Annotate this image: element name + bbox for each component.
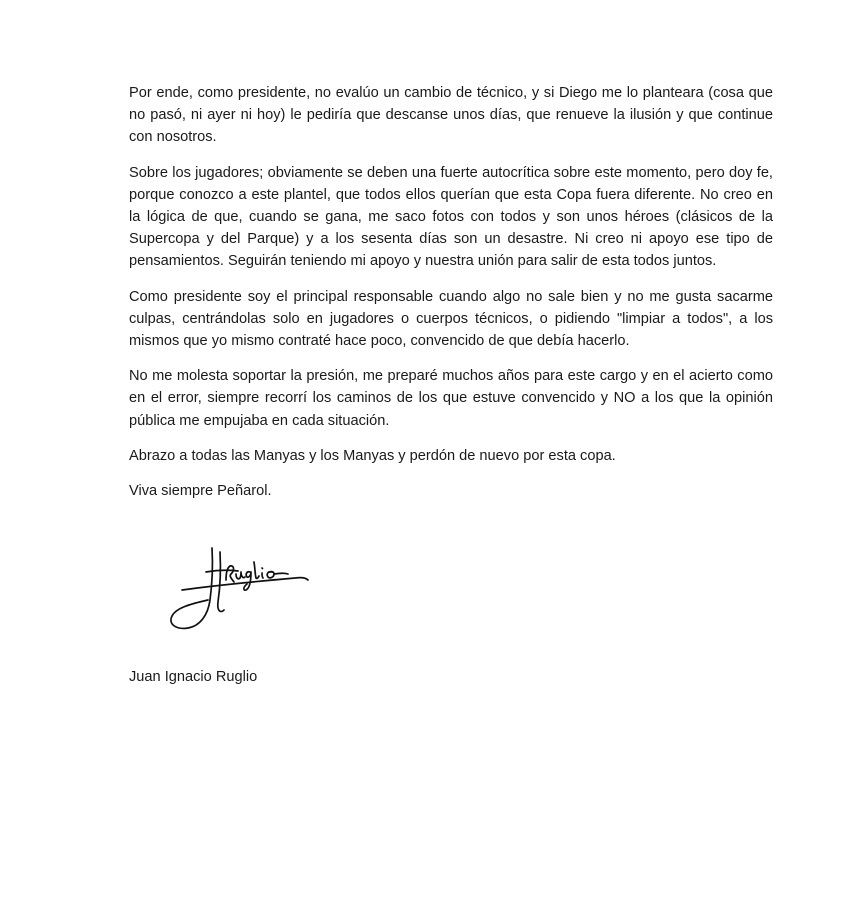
letter-body bbox=[129, 82, 773, 515]
paragraph-closing: Viva siempre Peñarol. bbox=[129, 483, 272, 500]
paragraph-embrace: Abrazo a todas las Manyas y los Manyas y perdón de nuevo por esta copa. bbox=[129, 447, 616, 464]
paragraph-pressure: No me molesta soportar la presión, me preparé muchos años para este cargo y en el acierto como en el error, siempre recorrí los caminos de los que estuve convencido y NO a los que la opinión pública me empujaba en cada situación. bbox=[129, 368, 773, 429]
paragraph-coach: Por ende, como presidente, no evalúo un cambio de técnico, y si Diego me lo planteara (cosa que no pasó, ni ayer ni hoy) le pediría que descanse unos días, que renueve la ilusión y que continue con nosotros. bbox=[129, 85, 773, 146]
signer-name: Juan Ignacio Ruglio bbox=[129, 669, 258, 685]
paragraph-players: Sobre los jugadores; obviamente se deben una fuerte autocrítica sobre este momento, pero doy fe, porque conozco a este plantel, que todos ellos querían que esta Copa fuera diferente. No creo en la lógica de que, cuando se gana, me saco fotos con todos y son unos héroes (clásicos de la Supercopa y del Parque) y a los sesenta días son un desastre. Ni creo ni apoyo ese tipo de pensamientos. Seguirán teniendo mi apoyo y nuestra unión para salir de esta todos juntos. bbox=[129, 164, 773, 270]
handwritten-signature bbox=[160, 540, 320, 635]
paragraph-responsibility: Como presidente soy el principal responsable cuando algo no sale bien y no me gusta sacarme culpas, centrándolas solo en jugadores o cuerpos técnicos, o pidiendo "limpiar a todos", a los mismos que yo mismo contraté hace poco, convencido de que debía hacerlo. bbox=[129, 288, 773, 350]
